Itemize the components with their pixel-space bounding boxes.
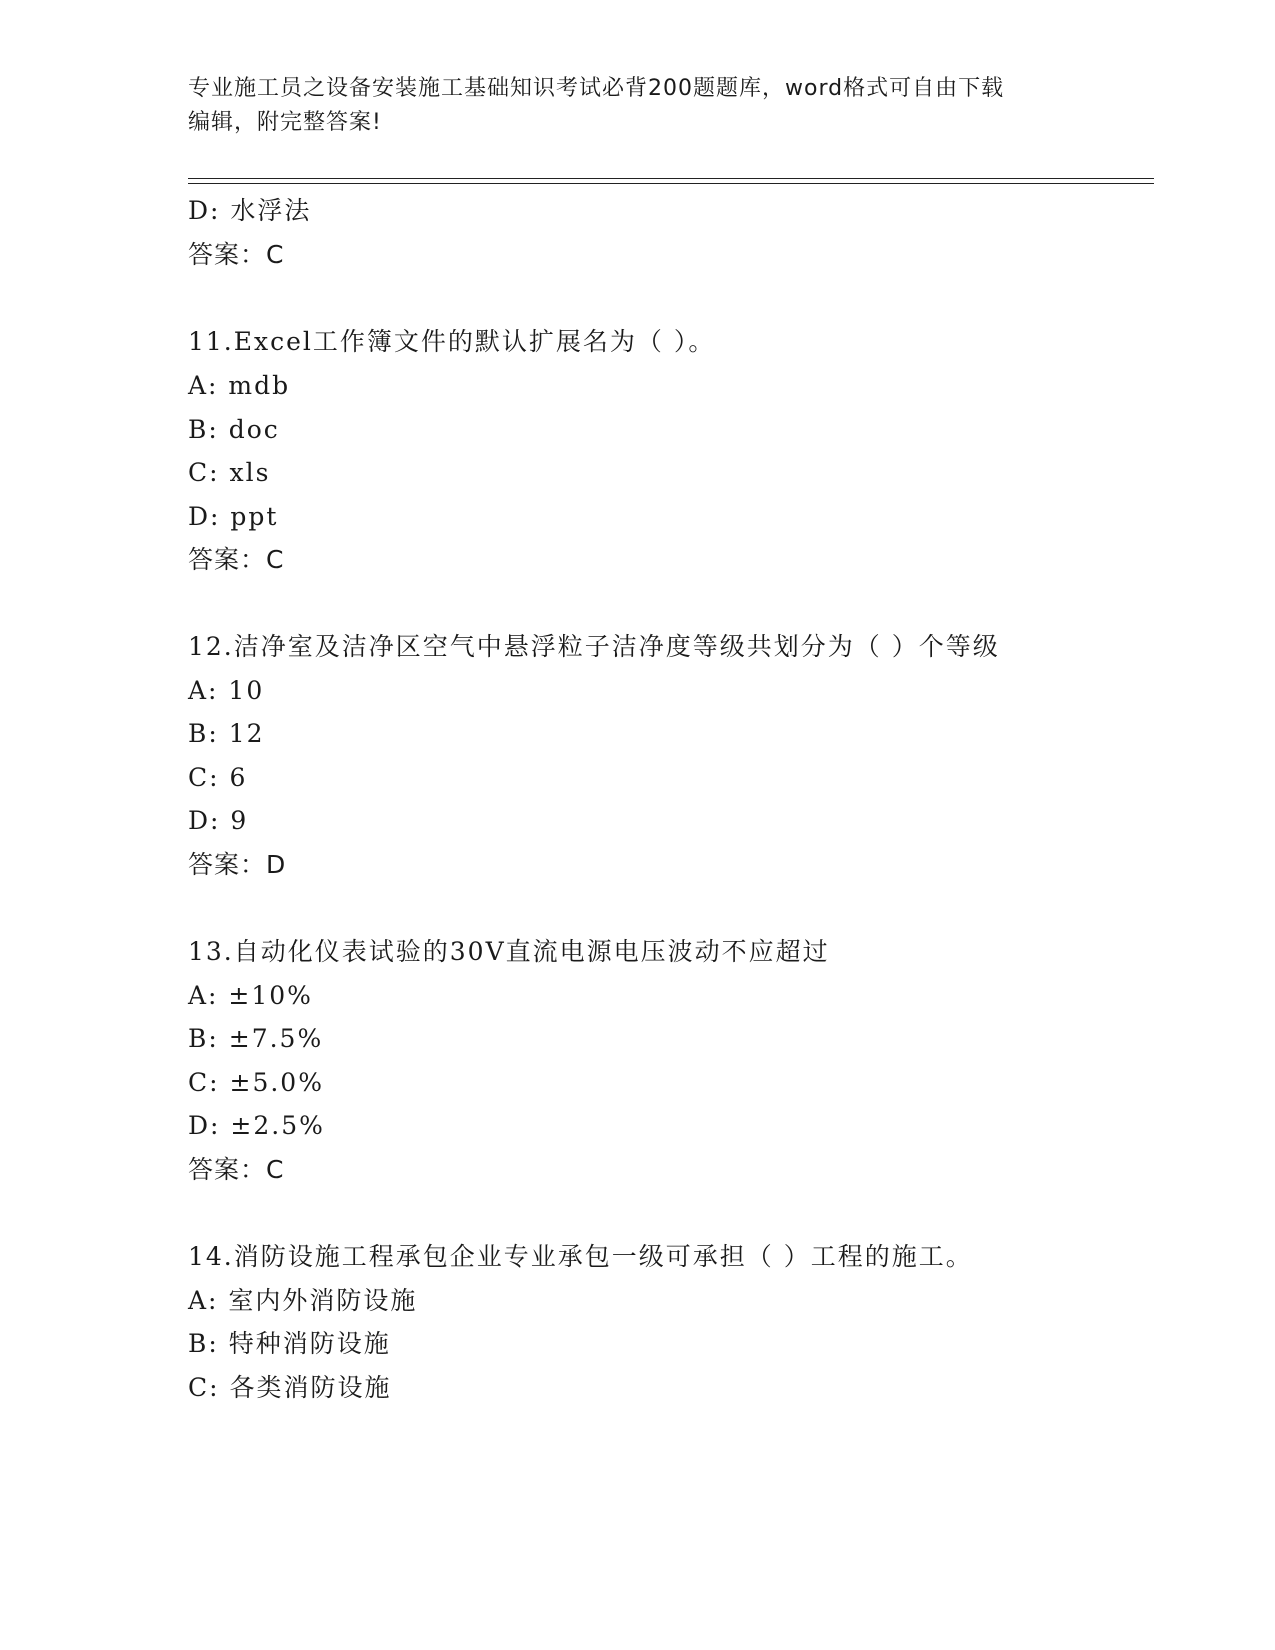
- header-divider-top: [188, 178, 1154, 179]
- answer-q11: 答案：C: [188, 545, 285, 574]
- answer-q13: 答案：C: [188, 1155, 285, 1184]
- question-14: 14.消防设施工程承包企业专业承包一级可承担（ ）工程的施工。: [188, 1242, 973, 1271]
- option-a-q11: A: mdb: [188, 371, 291, 400]
- option-b-q14: B: 特种消防设施: [188, 1329, 391, 1358]
- question-12: 12.洁净室及洁净区空气中悬浮粒子洁净度等级共划分为（ ）个等级: [188, 632, 1000, 661]
- option-b-q11: B: doc: [188, 415, 280, 444]
- option-b-q12: B: 12: [188, 719, 265, 748]
- option-d-q10: D: 水浮法: [188, 196, 312, 225]
- option-d-q11: D: ppt: [188, 502, 279, 531]
- option-a-q14: A: 室内外消防设施: [188, 1286, 418, 1315]
- question-11: 11.Excel工作簿文件的默认扩展名为（ ）。: [188, 327, 716, 356]
- option-c-q11: C: xls: [188, 458, 271, 487]
- header-line-2: 编辑，附完整答案!: [188, 110, 382, 135]
- option-d-q13: D: ±2.5%: [188, 1111, 325, 1140]
- option-c-q13: C: ±5.0%: [188, 1068, 324, 1097]
- option-a-q13: A: ±10%: [188, 981, 313, 1010]
- header-line-1: 专业施工员之设备安装施工基础知识考试必背200题题库，word格式可自由下载: [188, 76, 1005, 101]
- answer-q12: 答案：D: [188, 850, 287, 879]
- option-c-q14: C: 各类消防设施: [188, 1373, 392, 1402]
- option-c-q12: C: 6: [188, 763, 248, 792]
- question-13: 13.自动化仪表试验的30V直流电源电压波动不应超过: [188, 937, 830, 966]
- option-b-q13: B: ±7.5%: [188, 1024, 324, 1053]
- document-header: [188, 72, 1088, 140]
- option-a-q12: A: 10: [188, 676, 265, 705]
- option-d-q12: D: 9: [188, 806, 249, 835]
- header-divider-bottom: [188, 183, 1154, 184]
- answer-q10: 答案：C: [188, 240, 285, 269]
